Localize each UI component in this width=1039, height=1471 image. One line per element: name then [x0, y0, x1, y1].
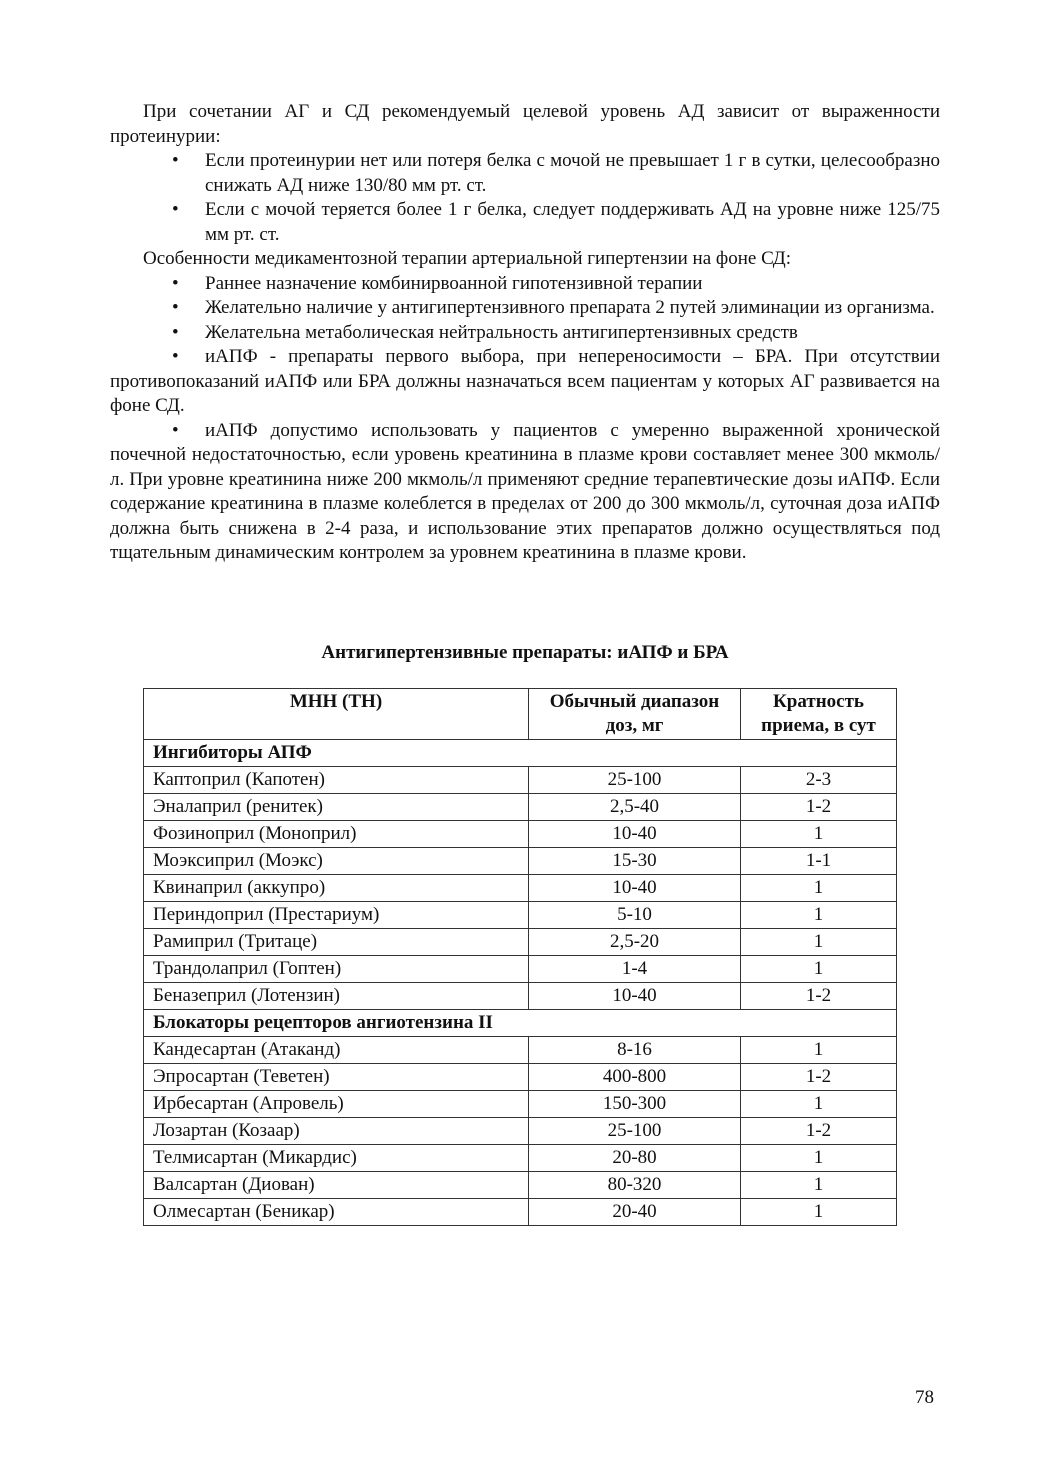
table-row — [144, 1199, 897, 1226]
bullet-item — [110, 345, 940, 419]
drug-name: Валсартан (Диован) — [144, 1172, 529, 1199]
dose-range: 5-10 — [529, 902, 741, 929]
table-row — [144, 875, 897, 902]
bullet-item — [110, 321, 940, 346]
frequency: 1 — [741, 1199, 897, 1226]
table-row — [144, 1091, 897, 1118]
bullet-icon: • — [172, 346, 179, 367]
drug-name: Эналаприл (ренитек) — [144, 794, 529, 821]
table-row — [144, 1145, 897, 1172]
frequency: 1 — [741, 1145, 897, 1172]
group-title: Блокаторы рецепторов ангиотензина II — [144, 1010, 897, 1037]
frequency: 1 — [741, 821, 897, 848]
drug-name: Беназеприл (Лотензин) — [144, 983, 529, 1010]
table-body — [144, 740, 897, 1226]
table-row — [144, 848, 897, 875]
intro-paragraph: При сочетании АГ и СД рекомендуемый целевой уровень АД зависит от выраженности протеинурии: — [110, 101, 940, 147]
bullet-item — [110, 296, 940, 321]
frequency: 1 — [741, 1037, 897, 1064]
dose-range: 150-300 — [529, 1091, 741, 1118]
table-row — [144, 1037, 897, 1064]
drug-name: Периндоприл (Престариум) — [144, 902, 529, 929]
dose-range: 20-40 — [529, 1199, 741, 1226]
drug-name: Рамиприл (Тритаце) — [144, 929, 529, 956]
dose-range: 8-16 — [529, 1037, 741, 1064]
frequency: 1-2 — [741, 794, 897, 821]
bullet-text: Если протеинурии нет или потеря белка с мочой не превышает 1 г в сутки, целесообразно снижать АД ниже 130/80 мм рт. ст. — [205, 150, 940, 196]
column-header-dose: Обычный диапазон доз, мг — [529, 689, 741, 740]
dose-range: 25-100 — [529, 767, 741, 794]
frequency: 1-2 — [741, 1118, 897, 1145]
table-row — [144, 1172, 897, 1199]
bullet-icon: • — [172, 150, 179, 171]
column-header-name: МНН (ТН) — [144, 689, 529, 740]
bullet-text: иАПФ - препараты первого выбора, при непереносимости – БРА. При отсутствии противопоказаний иАПФ или БРА должны назначаться всем пациентам у которых АГ развивается на фоне СД. — [110, 346, 940, 416]
bullet-icon: • — [172, 419, 179, 441]
dose-range: 10-40 — [529, 875, 741, 902]
frequency: 1 — [741, 875, 897, 902]
table-row — [144, 1064, 897, 1091]
dose-range: 400-800 — [529, 1064, 741, 1091]
dose-range: 2,5-40 — [529, 794, 741, 821]
drug-name: Каптоприл (Капотен) — [144, 767, 529, 794]
body-text — [110, 100, 940, 566]
bullet-item — [110, 419, 940, 566]
table-row — [144, 794, 897, 821]
drug-name: Телмисартан (Микардис) — [144, 1145, 529, 1172]
column-header-frequency: Кратность приема, в сут — [741, 689, 897, 740]
page-number: 78 — [915, 1387, 934, 1408]
dose-range: 25-100 — [529, 1118, 741, 1145]
table-row — [144, 767, 897, 794]
dose-range: 80-320 — [529, 1172, 741, 1199]
table-row — [144, 956, 897, 983]
drug-name: Кандесартан (Атаканд) — [144, 1037, 529, 1064]
drugs-table — [143, 688, 897, 1226]
group-row — [144, 1010, 897, 1037]
frequency: 1 — [741, 902, 897, 929]
group-row — [144, 740, 897, 767]
dose-range: 20-80 — [529, 1145, 741, 1172]
bullet-item — [110, 149, 940, 198]
frequency: 1 — [741, 1172, 897, 1199]
drug-name: Ирбесартан (Апровель) — [144, 1091, 529, 1118]
drug-name: Эпросартан (Теветен) — [144, 1064, 529, 1091]
drug-name: Фозиноприл (Моноприл) — [144, 821, 529, 848]
bullet-text: Желательно наличие у антигипертензивного препарата 2 путей элиминации из организма. — [205, 297, 935, 318]
bullet-item — [110, 272, 940, 297]
dose-range: 15-30 — [529, 848, 741, 875]
bullet-icon: • — [172, 272, 179, 294]
table-row — [144, 929, 897, 956]
frequency: 1 — [741, 929, 897, 956]
bullet-text: Раннее назначение комбинирвоанной гипотензивной терапии — [205, 272, 703, 294]
frequency: 1-2 — [741, 1064, 897, 1091]
drug-name: Олмесартан (Беникар) — [144, 1199, 529, 1226]
bullet-icon: • — [172, 321, 179, 343]
table-row — [144, 902, 897, 929]
drug-name: Моэксиприл (Моэкс) — [144, 848, 529, 875]
bullet-icon: • — [172, 297, 179, 318]
table-title: Антигипертензивные препараты: иАПФ и БРА — [321, 642, 729, 663]
dose-range: 2,5-20 — [529, 929, 741, 956]
frequency: 1 — [741, 1091, 897, 1118]
table-row — [144, 983, 897, 1010]
frequency: 1-1 — [741, 848, 897, 875]
dose-range: 10-40 — [529, 821, 741, 848]
drug-name: Квинаприл (аккупро) — [144, 875, 529, 902]
table-row — [144, 821, 897, 848]
dose-range: 1-4 — [529, 956, 741, 983]
frequency: 2-3 — [741, 767, 897, 794]
bullet-text: Желательна метаболическая нейтральность антигипертензивных средств — [205, 321, 798, 343]
bullet-text: Если с мочой теряется более 1 г белка, следует поддерживать АД на уровне ниже 125/75 мм рт. ст. — [205, 199, 940, 245]
drug-name: Трандолаприл (Гоптен) — [144, 956, 529, 983]
table-row — [144, 1118, 897, 1145]
group-title: Ингибиторы АПФ — [144, 740, 897, 767]
bullet-icon: • — [172, 199, 179, 220]
frequency: 1-2 — [741, 983, 897, 1010]
dose-range: 10-40 — [529, 983, 741, 1010]
drug-name: Лозартан (Козаар) — [144, 1118, 529, 1145]
bullet-text: иАПФ допустимо использовать у пациентов с умеренно выраженной хронической почечной недостаточностью, если уровень креатинина в плазме крови составляет менее 300 мкмоль/л. При уровне креатинина ниже 200 мкмоль/л применяют средние терапевтические дозы иАПФ. Если содержание креатинина в плазме колеблется в пределах от 200 до 300 мкмоль/л, суточная доза иАПФ должна быть снижена в 2-4 раза, и использование этих препаратов должно осуществляться под тщательным динамическим контролем за уровнем креатинина в плазме крови. — [110, 419, 940, 563]
frequency: 1 — [741, 956, 897, 983]
table-header-row — [144, 689, 897, 740]
bullet-item — [110, 198, 940, 247]
features-intro-paragraph: Особенности медикаментозной терапии артериальной гипертензии на фоне СД: — [143, 248, 792, 269]
